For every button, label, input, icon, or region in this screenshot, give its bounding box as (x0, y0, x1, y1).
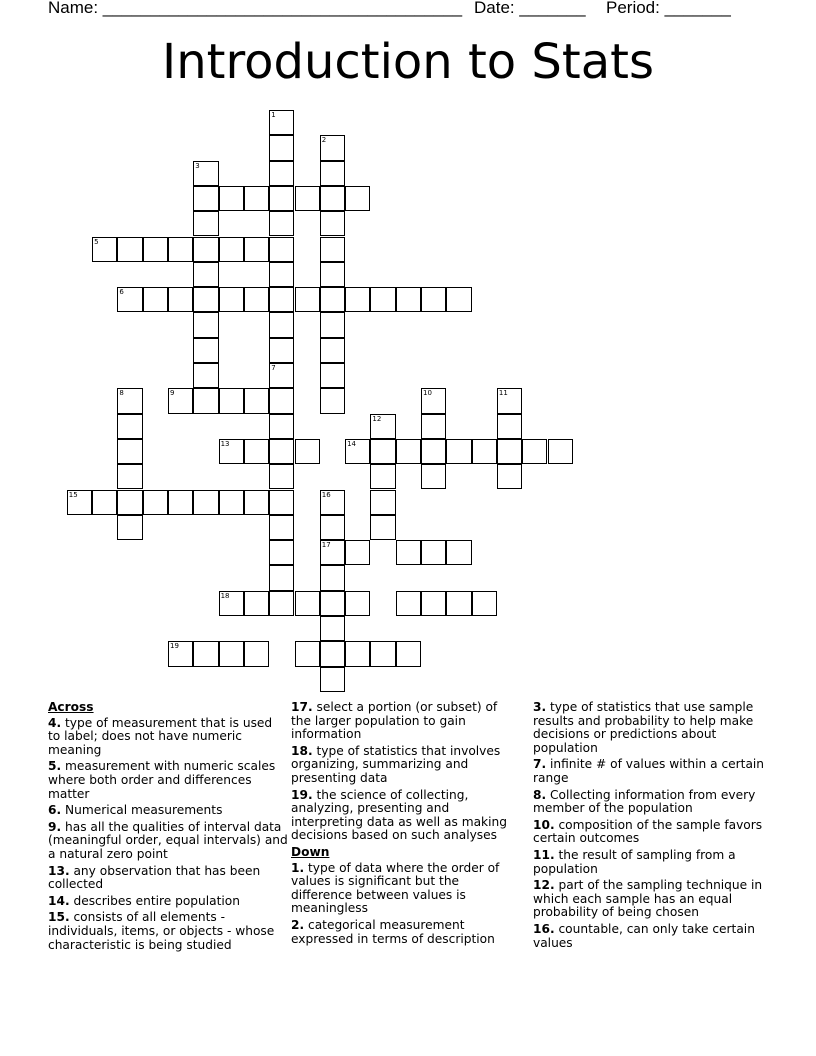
clue-text: the science of collecting, analyzing, presenting and interpreting data as well as making decisions based on such analyses (291, 787, 507, 843)
crossword-cell[interactable] (269, 211, 294, 236)
clue-num: 5. (48, 759, 62, 774)
clue-number: 2 (321, 136, 327, 145)
clue-item (48, 760, 288, 801)
name-field[interactable]: Name: ______________________________________ (48, 0, 463, 17)
clue-num: 16. (533, 921, 555, 936)
crossword-cell[interactable] (497, 439, 522, 464)
crossword-cell[interactable] (269, 439, 294, 464)
crossword-cell[interactable] (269, 135, 294, 160)
clues-column-3 (533, 701, 771, 953)
crossword-cell[interactable] (193, 363, 218, 388)
clue-text: Numerical measurements (61, 803, 223, 818)
clue-number: 11 (498, 389, 508, 398)
clue-num: 19. (291, 787, 313, 802)
crossword-cell[interactable] (269, 490, 294, 515)
crossword-cell[interactable] (244, 439, 269, 464)
clue-num: 10. (533, 817, 555, 832)
clue-text: type of statistics that use sample results and probability to help make decisions or predictions about population (533, 700, 754, 755)
crossword-cell[interactable] (320, 135, 345, 160)
crossword-cell[interactable] (244, 237, 269, 262)
clue-text: measurement with numeric scales where both order and differences matter (48, 759, 276, 801)
clue-num: 17. (291, 700, 313, 714)
clue-text: type of statistics that involves organizing, summarizing and presenting data (291, 743, 501, 785)
clue-item (291, 701, 521, 742)
clue-text: describes entire population (69, 893, 240, 908)
crossword-cell[interactable] (345, 186, 370, 211)
crossword-cell[interactable] (269, 186, 294, 211)
crossword-cell[interactable] (320, 186, 345, 211)
crossword-cell[interactable] (244, 388, 269, 413)
crossword-cell[interactable] (320, 540, 345, 565)
crossword-cell[interactable] (219, 641, 244, 666)
clue-item (291, 862, 521, 916)
crossword-cell[interactable] (421, 388, 446, 413)
crossword-cell[interactable] (345, 540, 370, 565)
crossword-cell[interactable] (446, 540, 471, 565)
clue-item (533, 849, 771, 876)
crossword-cell[interactable] (320, 641, 345, 666)
clue-number: 9 (170, 389, 175, 398)
crossword-cell[interactable] (168, 388, 193, 413)
clue-item (533, 923, 771, 950)
crossword-cell[interactable] (117, 515, 142, 540)
crossword-cell[interactable] (320, 161, 345, 186)
clue-number: 8 (119, 389, 124, 398)
clue-text: select a portion (or subset) of the larger population to gain information (291, 700, 498, 742)
clue-item (533, 819, 771, 846)
clue-num: 1. (291, 860, 305, 875)
clue-num: 14. (48, 893, 70, 908)
clue-item (48, 911, 288, 952)
crossword-cell[interactable] (193, 186, 218, 211)
clue-text: type of data where the order of values is significant but the difference between values is meaningless (291, 860, 500, 916)
crossword-cell[interactable] (396, 591, 421, 616)
clue-num: 18. (291, 743, 313, 758)
clues-column-2 (291, 701, 521, 949)
crossword-cell[interactable] (269, 565, 294, 590)
crossword-cell[interactable] (370, 490, 395, 515)
crossword-cell[interactable] (193, 388, 218, 413)
clue-num: 12. (533, 878, 555, 893)
clue-item (48, 865, 288, 892)
crossword-cell[interactable] (219, 439, 244, 464)
crossword-cell[interactable] (446, 591, 471, 616)
crossword-cell[interactable] (269, 464, 294, 489)
clue-num: 4. (48, 715, 62, 730)
crossword-cell[interactable] (320, 388, 345, 413)
crossword-cell[interactable] (320, 211, 345, 236)
crossword-cell[interactable] (269, 287, 294, 312)
crossword-cell[interactable] (396, 540, 421, 565)
crossword-cell[interactable] (421, 414, 446, 439)
crossword-cell[interactable] (117, 490, 142, 515)
clue-number: 12 (372, 414, 382, 423)
clue-item (48, 821, 288, 862)
crossword-cell[interactable] (219, 186, 244, 211)
date-field[interactable]: Date: _______ (474, 0, 586, 17)
crossword-cell[interactable] (421, 287, 446, 312)
clue-number: 5 (94, 237, 99, 246)
crossword-cell[interactable] (446, 439, 471, 464)
crossword-cell[interactable] (345, 591, 370, 616)
crossword-cell[interactable] (396, 287, 421, 312)
clue-text: any observation that has been collected (48, 863, 261, 892)
crossword-cell[interactable] (472, 439, 497, 464)
crossword-cell[interactable] (92, 237, 117, 262)
crossword-cell[interactable] (193, 237, 218, 262)
crossword-cell[interactable] (269, 515, 294, 540)
crossword-cell[interactable] (168, 490, 193, 515)
crossword-cell[interactable] (168, 287, 193, 312)
crossword-cell[interactable] (244, 490, 269, 515)
clue-num: 15. (48, 910, 70, 925)
clues-column-1 (48, 701, 288, 955)
crossword-cell[interactable] (219, 287, 244, 312)
crossword-cell[interactable] (92, 490, 117, 515)
page-title: Introduction to Stats (162, 34, 654, 90)
crossword-cell[interactable] (295, 186, 320, 211)
clue-number: 1 (271, 111, 276, 119)
clue-number: 13 (220, 439, 230, 448)
clue-num: 6. (48, 803, 62, 818)
crossword-cell[interactable] (421, 591, 446, 616)
clue-item (48, 804, 288, 818)
crossword-cell[interactable] (320, 565, 345, 590)
crossword-cell[interactable] (269, 161, 294, 186)
clue-number: 6 (119, 288, 124, 297)
clue-number: 17 (321, 541, 331, 550)
crossword-cell[interactable] (193, 490, 218, 515)
crossword-cell[interactable] (117, 237, 142, 262)
crossword-cell[interactable] (117, 287, 142, 312)
clue-text: infinite # of values within a certain range (533, 757, 765, 785)
crossword-cell[interactable] (396, 641, 421, 666)
crossword-cell[interactable] (396, 439, 421, 464)
crossword-cell[interactable] (370, 641, 395, 666)
crossword-cell[interactable] (193, 287, 218, 312)
crossword-cell[interactable] (219, 388, 244, 413)
crossword-cell[interactable] (117, 414, 142, 439)
period-field[interactable]: Period: _______ (606, 0, 731, 17)
clue-number: 10 (423, 389, 432, 398)
clue-text: categorical measurement expressed in terms of description (291, 917, 495, 946)
crossword-cell[interactable] (269, 388, 294, 413)
crossword-cell[interactable] (269, 312, 294, 337)
crossword-cell[interactable] (345, 287, 370, 312)
crossword-cell[interactable] (269, 338, 294, 363)
crossword-cell[interactable] (497, 414, 522, 439)
crossword-cell[interactable] (143, 237, 168, 262)
clue-num: 7. (533, 757, 547, 772)
clue-item (48, 717, 288, 758)
clue-number: 15 (68, 490, 78, 499)
crossword-cell[interactable] (320, 490, 345, 515)
clue-num: 3. (533, 700, 547, 714)
crossword-cell[interactable] (295, 641, 320, 666)
crossword-cell[interactable] (320, 667, 345, 692)
across-heading: Across (48, 700, 94, 714)
clue-item (48, 895, 288, 909)
crossword-cell[interactable] (370, 515, 395, 540)
clue-num: 2. (291, 917, 305, 932)
crossword-cell[interactable] (269, 237, 294, 262)
clue-item (533, 789, 771, 816)
crossword-cell[interactable] (320, 312, 345, 337)
clue-num: 8. (533, 787, 547, 802)
crossword-cell[interactable] (421, 540, 446, 565)
clue-text: part of the sampling technique in which each sample has an equal probability of being chosen (533, 878, 763, 920)
crossword-cell[interactable] (269, 414, 294, 439)
crossword-cell[interactable] (548, 439, 573, 464)
crossword-cell[interactable] (370, 464, 395, 489)
crossword-cell[interactable] (168, 237, 193, 262)
crossword-cell[interactable] (117, 439, 142, 464)
crossword-cell[interactable] (345, 439, 370, 464)
crossword-cell[interactable] (168, 641, 193, 666)
clue-item (533, 758, 771, 785)
clue-number: 3 (195, 161, 200, 170)
crossword-cell[interactable] (295, 591, 320, 616)
crossword-cell[interactable] (269, 591, 294, 616)
clue-num: 11. (533, 847, 555, 862)
crossword-cell[interactable] (421, 464, 446, 489)
clue-text: the result of sampling from a population (533, 847, 736, 876)
crossword-cell[interactable] (320, 616, 345, 641)
crossword-cell[interactable] (497, 388, 522, 413)
crossword-cell[interactable] (295, 439, 320, 464)
crossword-cell[interactable] (193, 312, 218, 337)
crossword-cell[interactable] (295, 287, 320, 312)
crossword-cell[interactable] (497, 464, 522, 489)
clue-text: has all the qualities of interval data (meaningful order, equal intervals) and a natural zero point (48, 819, 288, 861)
crossword-cell[interactable] (193, 338, 218, 363)
crossword-cell[interactable] (143, 287, 168, 312)
crossword-cell[interactable] (117, 464, 142, 489)
crossword-cell[interactable] (244, 591, 269, 616)
crossword-cell[interactable] (193, 161, 218, 186)
crossword-cell[interactable] (117, 388, 142, 413)
clue-number: 7 (271, 364, 276, 372)
crossword-cell[interactable] (67, 490, 92, 515)
clue-item (291, 745, 521, 786)
clue-num: 9. (48, 819, 62, 834)
clue-item (533, 701, 771, 755)
crossword-cell[interactable] (219, 237, 244, 262)
crossword-cell[interactable] (244, 641, 269, 666)
crossword-cell[interactable] (219, 591, 244, 616)
clue-number: 16 (321, 490, 331, 499)
crossword-cell[interactable] (219, 490, 244, 515)
crossword-cell[interactable] (320, 515, 345, 540)
clue-number: 19 (170, 642, 179, 651)
crossword-cell[interactable] (370, 414, 395, 439)
down-heading: Down (291, 844, 330, 859)
crossword-cell[interactable] (320, 262, 345, 287)
clue-number: 18 (220, 591, 230, 600)
clue-item (533, 879, 771, 920)
crossword-cell[interactable] (244, 186, 269, 211)
clue-num: 13. (48, 863, 70, 878)
crossword-cell[interactable] (269, 540, 294, 565)
clue-number: 14 (347, 439, 357, 448)
crossword-cell[interactable] (269, 262, 294, 287)
crossword-cell[interactable] (522, 439, 547, 464)
crossword-cell[interactable] (269, 363, 294, 388)
clue-item (291, 789, 521, 843)
crossword-cell[interactable] (320, 237, 345, 262)
crossword-cell[interactable] (193, 641, 218, 666)
crossword-cell[interactable] (446, 287, 471, 312)
crossword-cell[interactable] (143, 490, 168, 515)
crossword-cell[interactable] (345, 641, 370, 666)
crossword-cell[interactable] (193, 262, 218, 287)
clue-text: consists of all elements - individuals, items, or objects - whose characteristic is being studied (48, 910, 275, 952)
crossword-cell[interactable] (269, 110, 294, 135)
crossword-cell[interactable] (320, 287, 345, 312)
crossword-cell[interactable] (320, 591, 345, 616)
crossword-cell[interactable] (472, 591, 497, 616)
student-info-header (48, 0, 788, 20)
clue-text: countable, can only take certain values (533, 921, 755, 950)
clue-text: composition of the sample favors certain outcomes (533, 817, 763, 846)
clue-text: Collecting information from every member of the population (533, 787, 756, 816)
crossword-cell[interactable] (193, 211, 218, 236)
clue-item (291, 919, 521, 946)
crossword-cell[interactable] (320, 338, 345, 363)
crossword-cell[interactable] (244, 287, 269, 312)
clue-text: type of measurement that is used to label; does not have numeric meaning (48, 715, 273, 757)
crossword-cell[interactable] (370, 439, 395, 464)
crossword-cell[interactable] (421, 439, 446, 464)
crossword-cell[interactable] (370, 287, 395, 312)
crossword-cell[interactable] (320, 363, 345, 388)
